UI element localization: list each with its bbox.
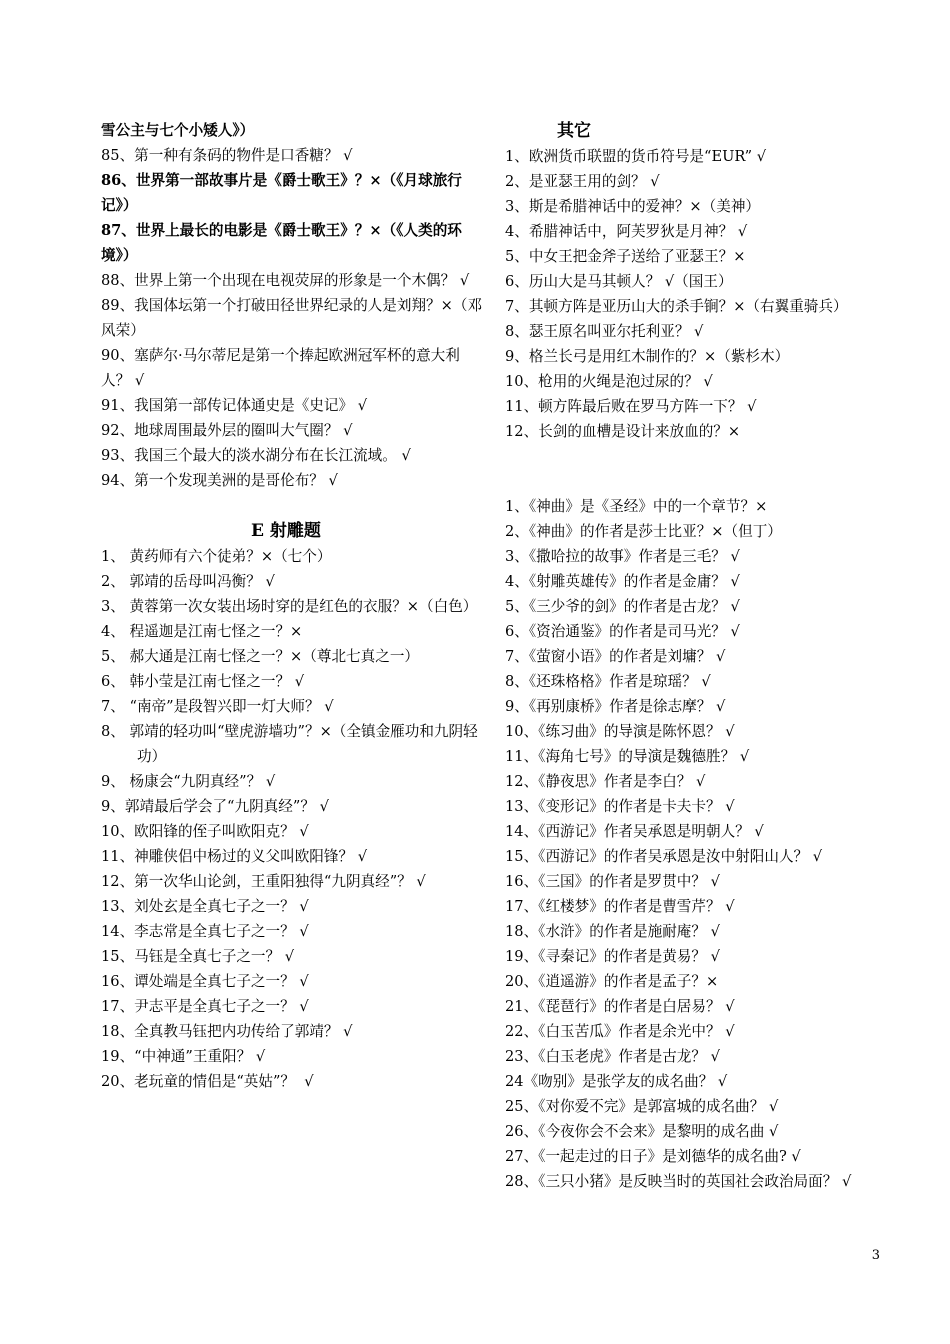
question-line: 90、塞萨尔·马尔蒂尼是第一个捧起欧洲冠军杯的意大利人？ √ bbox=[101, 347, 460, 389]
question-line: 9、《再别康桥》作者是徐志摩？ √ bbox=[505, 698, 726, 715]
question-line: 19、“中神通”王重阳？ √ bbox=[101, 1048, 266, 1065]
question-line: 4、《射雕英雄传》的作者是金庸？ √ bbox=[505, 573, 740, 590]
question-line: 14、李志常是全真七子之一？ √ bbox=[101, 923, 309, 940]
question-line: 12、长剑的血槽是设计来放血的？× bbox=[505, 423, 741, 440]
left-column bbox=[101, 118, 483, 1094]
question-line: 15、《西游记》的作者吴承恩是汝中射阳山人？ √ bbox=[505, 848, 823, 865]
section-title-other: 其它 bbox=[557, 121, 591, 141]
question-line: 1、欧洲货币联盟的货币符号是“EUR” √ bbox=[505, 148, 767, 165]
question-line: 17、尹志平是全真七子之一？ √ bbox=[101, 998, 309, 1015]
question-line: 94、第一个发现美洲的是哥伦布？ √ bbox=[101, 472, 338, 489]
question-line: 7、其顿方阵是亚历山大的杀手锏？×（右翼重骑兵） bbox=[505, 298, 848, 315]
question-line: 3、 黄蓉第一次女装出场时穿的是红色的衣服？×（白色） bbox=[101, 598, 478, 615]
question-line: 20、《逍遥游》的作者是孟子？× bbox=[505, 973, 719, 990]
question-line: 18、全真教马钰把内功传给了郭靖？ √ bbox=[101, 1023, 353, 1040]
question-line: 7、 “南帝”是段智兴即一灯大师？ √ bbox=[101, 698, 334, 715]
question-line: 11、《海角七号》的导演是魏德胜？ √ bbox=[505, 748, 750, 765]
question-line: 3、《撒哈拉的故事》作者是三毛？ √ bbox=[505, 548, 740, 565]
question-line: 12、第一次华山论剑，王重阳独得“九阴真经”？ √ bbox=[101, 873, 426, 890]
question-line: 25、《对你爱不完》是郭富城的成名曲？ √ bbox=[505, 1098, 779, 1115]
question-line: 8、瑟王原名叫亚尔托利亚？ √ bbox=[505, 323, 704, 340]
question-line: 20、老玩童的情侣是“英姑”？ √ bbox=[101, 1073, 314, 1090]
question-line: 2、是亚瑟王用的剑？ √ bbox=[505, 173, 660, 190]
question-line: 10、《练习曲》的导演是陈怀恩？ √ bbox=[505, 723, 735, 740]
question-line: 89、我国体坛第一个打破田径世界纪录的人是刘翔？×（邓风荣） bbox=[101, 297, 483, 339]
question-line: 21、《琵琶行》的作者是白居易？ √ bbox=[505, 998, 735, 1015]
question-line: 10、枪用的火绳是泡过尿的？ √ bbox=[505, 373, 713, 390]
question-line: 92、地球周围最外层的圈叫大气圈？ √ bbox=[101, 422, 353, 439]
question-line: 7、《萤窗小语》的作者是刘墉？ √ bbox=[505, 648, 726, 665]
question-line: 93、我国三个最大的淡水湖分布在长江流域。 √ bbox=[101, 447, 411, 464]
question-line: 5、中女王把金斧子送给了亚瑟王？× bbox=[505, 248, 746, 265]
question-line: 11、顿方阵最后败在罗马方阵一下？ √ bbox=[505, 398, 757, 415]
question-line: 28、《三只小猪》是反映当时的英国社会政治局面？ √ bbox=[505, 1173, 852, 1190]
question-line: 13、刘处玄是全真七子之一？ √ bbox=[101, 898, 309, 915]
question-line: 15、马钰是全真七子之一？ √ bbox=[101, 948, 295, 965]
question-line: 3、斯是希腊神话中的爱神？×（美神） bbox=[505, 198, 761, 215]
question-line: 4、 程遥迦是江南七怪之一？× bbox=[101, 623, 303, 640]
question-line: 87、世界上最长的电影是《爵士歌王》？×（《人类的环境》） bbox=[101, 222, 462, 264]
question-line: 8、《还珠格格》作者是琼瑶？ √ bbox=[505, 673, 711, 690]
question-line: 23、《白玉老虎》作者是古龙？ √ bbox=[505, 1048, 720, 1065]
question-line: 6、《资治通鉴》的作者是司马光？ √ bbox=[505, 623, 740, 640]
question-line: 4、希腊神话中，阿芙罗狄是月神？ √ bbox=[505, 223, 748, 240]
question-line: 1、 黄药师有六个徒弟？×（七个） bbox=[101, 548, 332, 565]
question-line: 26、《今夜你会不会来》是黎明的成名曲 √ bbox=[505, 1123, 779, 1140]
question-line: 8、 郭靖的轻功叫“壁虎游墙功”？×（全镇金雁功和九阴轻功） bbox=[101, 723, 478, 765]
question-line: 6、 韩小莹是江南七怪之一？ √ bbox=[101, 673, 304, 690]
question-line: 9、 杨康会“九阴真经”？ √ bbox=[101, 773, 276, 790]
question-line: 6、历山大是马其顿人？ √（国王） bbox=[505, 273, 733, 290]
question-line: 2、 郭靖的岳母叫冯衡？ √ bbox=[101, 573, 275, 590]
question-line: 1、《神曲》是《圣经》中的一个章节？× bbox=[505, 498, 768, 515]
question-line: 13、《变形记》的作者是卡夫卡？ √ bbox=[505, 798, 735, 815]
section-title-e: E 射雕题 bbox=[251, 521, 321, 541]
question-line: 11、神雕侠侣中杨过的义父叫欧阳锋？ √ bbox=[101, 848, 368, 865]
question-line: 2、《神曲》的作者是莎士比亚？×（但丁） bbox=[505, 523, 782, 540]
question-line: 24《吻别》是张学友的成名曲？ √ bbox=[505, 1073, 728, 1090]
question-line: 22、《白玉苦瓜》作者是余光中？ √ bbox=[505, 1023, 735, 1040]
question-line: 9、郭靖最后学会了“九阴真经”？ √ bbox=[101, 798, 329, 815]
question-line: 91、我国第一部传记体通史是《史记》 √ bbox=[101, 397, 368, 414]
question-line: 14、《西游记》作者吴承恩是明朝人？ √ bbox=[505, 823, 764, 840]
question-line: 5、《三少爷的剑》的作者是古龙？ √ bbox=[505, 598, 740, 615]
question-line: 27、《一起走过的日子》是刘德华的成名曲? √ bbox=[505, 1148, 801, 1165]
question-line: 16、谭处端是全真七子之一？ √ bbox=[101, 973, 309, 990]
question-line: 16、《三国》的作者是罗贯中？ √ bbox=[505, 873, 720, 890]
continued-line: 雪公主与七个小矮人》） bbox=[101, 122, 255, 139]
question-line: 9、格兰长弓是用红木制作的？×（紫杉木） bbox=[505, 348, 790, 365]
question-line: 10、欧阳锋的侄子叫欧阳克？ √ bbox=[101, 823, 309, 840]
question-line: 17、《红楼梦》的作者是曹雪芹？ √ bbox=[505, 898, 735, 915]
right-column bbox=[505, 118, 880, 1194]
question-line: 86、世界第一部故事片是《爵士歌王》？×（《月球旅行记》） bbox=[101, 172, 462, 214]
question-line: 5、 郝大通是江南七怪之一？×（尊北七真之一） bbox=[101, 648, 420, 665]
page-number: 3 bbox=[871, 1248, 880, 1263]
question-line: 85、第一种有条码的物件是口香糖？ √ bbox=[101, 147, 353, 164]
question-line: 88、世界上第一个出现在电视荧屏的形象是一个木偶？ √ bbox=[101, 272, 470, 289]
question-line: 18、《水浒》的作者是施耐庵？ √ bbox=[505, 923, 720, 940]
question-line: 19、《寻秦记》的作者是黄易？ √ bbox=[505, 948, 720, 965]
question-line: 12、《静夜思》作者是李白？ √ bbox=[505, 773, 706, 790]
